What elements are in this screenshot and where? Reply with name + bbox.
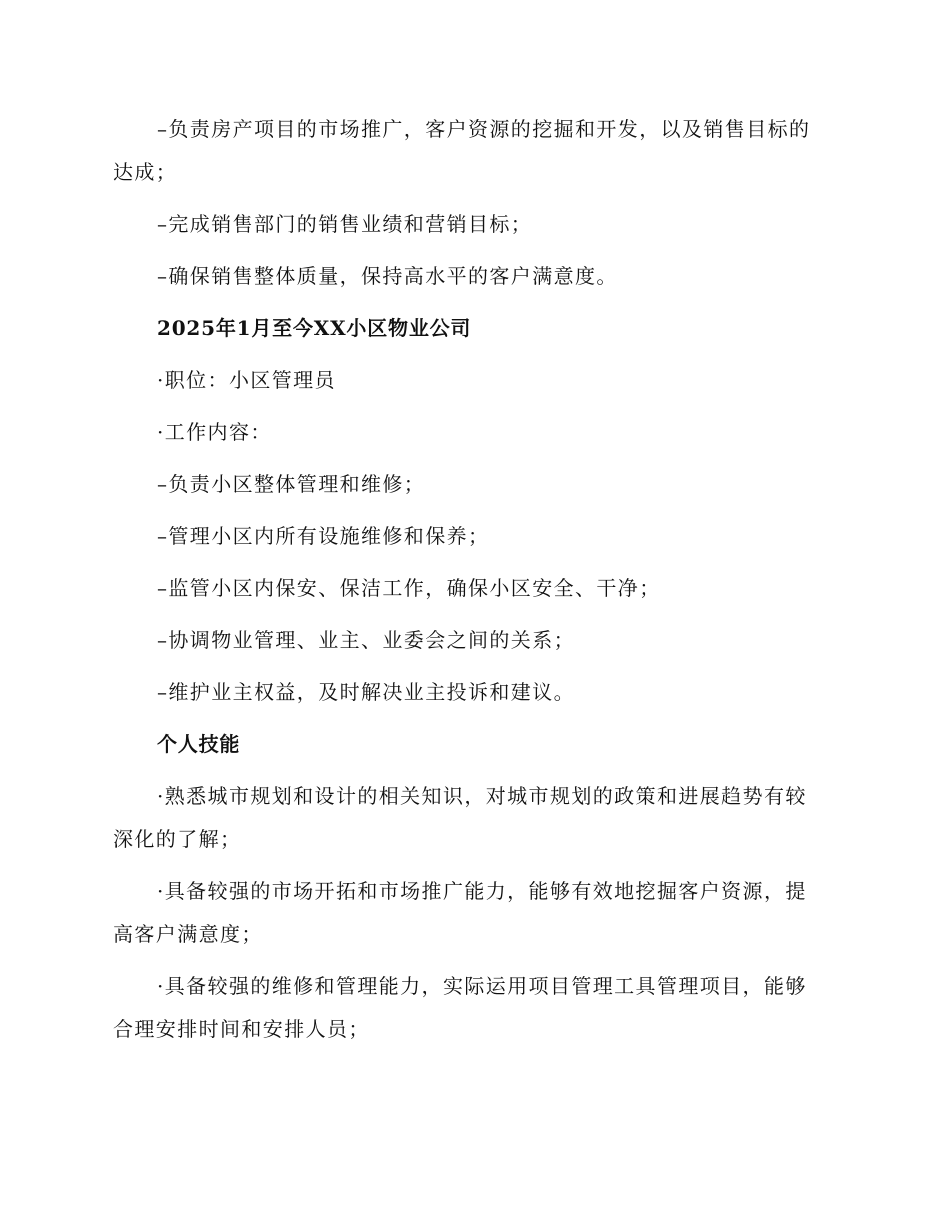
skills-heading: 个人技能 [157, 732, 241, 756]
job-heading-property-company: 2025年1月至今XX小区物业公司 [157, 316, 472, 340]
duty-owner-rights: –维护业主权益，及时解决业主投诉和建议。 [157, 680, 575, 704]
duty-security-cleaning: –监管小区内保安、保洁工作，确保小区安全、干净； [157, 576, 661, 600]
job-position: ·职位：小区管理员 [157, 368, 336, 392]
duty-coordination: –协调物业管理、业主、业委会之间的关系； [157, 628, 575, 652]
duty-community-management: –负责小区整体管理和维修； [157, 472, 426, 496]
duty-facility-maintenance: –管理小区内所有设施维修和保养； [157, 524, 490, 548]
skill-maintenance-management: ·具备较强的维修和管理能力，实际运用项目管理工具管理项目，能够合理安排时间和安排人员； [113, 974, 807, 1041]
duty-sales-target: –完成销售部门的销售业绩和营销目标； [157, 212, 533, 236]
document-body [113, 108, 823, 1060]
skill-market-development: ·具备较强的市场开拓和市场推广能力，能够有效地挖掘客户资源，提高客户满意度； [113, 879, 807, 946]
duty-market-promotion: –负责房产项目的市场推广，客户资源的挖掘和开发，以及销售目标的达成； [113, 117, 811, 184]
duty-sales-quality: –确保销售整体质量，保持高水平的客户满意度。 [157, 264, 618, 288]
job-content-label: ·工作内容： [157, 420, 272, 444]
skill-urban-planning: ·熟悉城市规划和设计的相关知识，对城市规划的政策和进展趋势有较深化的了解； [113, 784, 807, 851]
